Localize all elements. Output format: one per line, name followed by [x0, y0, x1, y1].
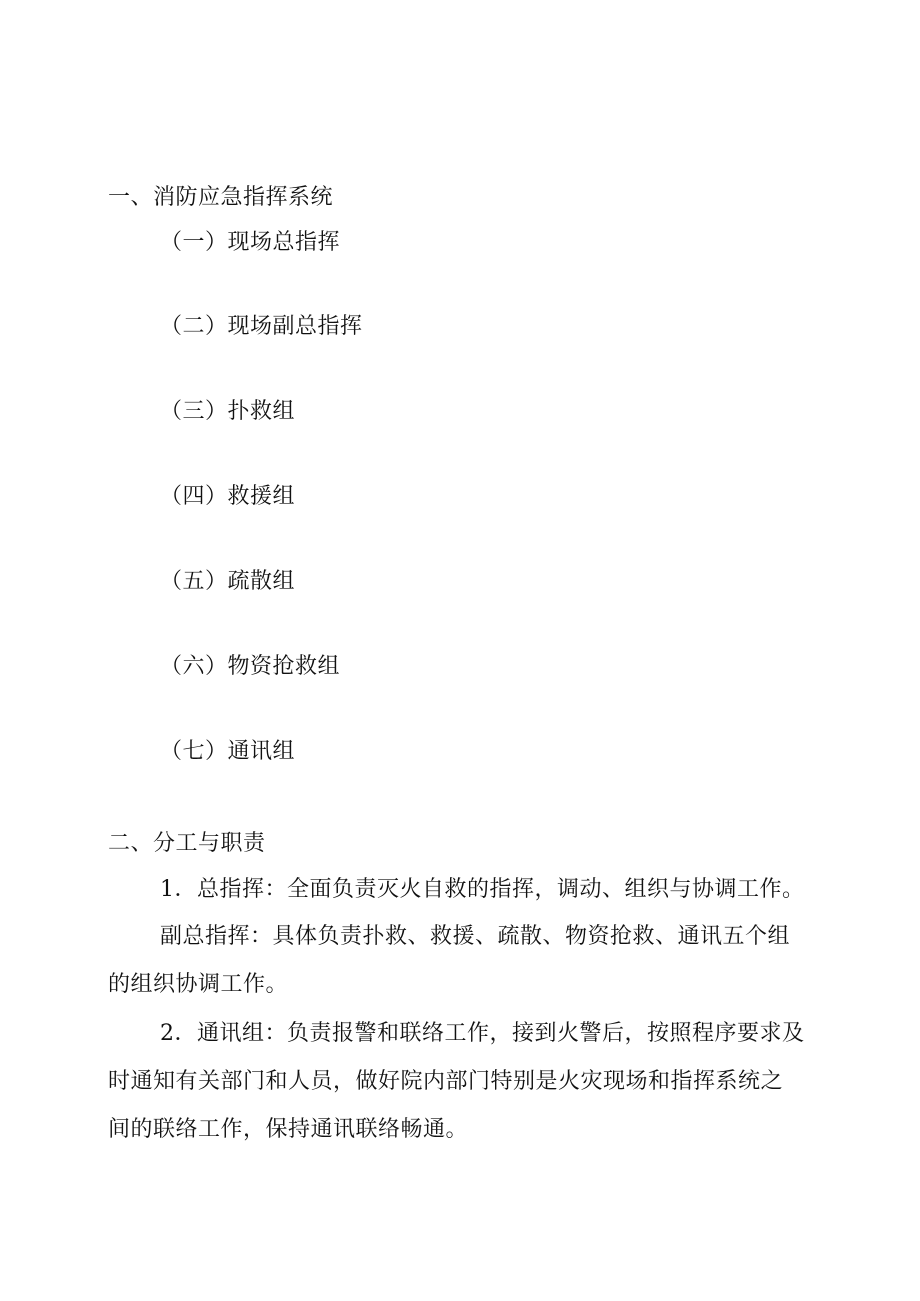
section-2-title: 二、分工与职责: [108, 831, 266, 856]
section-1-item-4: （四）救援组: [160, 484, 296, 509]
paragraph-communication-line-3: 间的联络工作，保持通讯联络畅通。: [108, 1117, 469, 1142]
section-1-item-6: （六）物资抢救组: [160, 654, 341, 679]
paragraph-communication-line-2: 时通知有关部门和人员，做好院内部门特别是火灾现场和指挥系统之: [108, 1069, 784, 1094]
paragraph-deputy-commander-line-1: 副总指挥：具体负责扑救、救援、疏散、物资抢救、通讯五个组: [160, 924, 791, 949]
paragraph-communication-line-1: 2．通讯组：负责报警和联络工作，接到火警后，按照程序要求及: [160, 1021, 805, 1046]
section-1-title: 一、消防应急指挥系统: [108, 185, 334, 210]
paragraph-general-commander: 1．总指挥：全面负责灭火自救的指挥，调动、组织与协调工作。: [160, 877, 805, 902]
paragraph-deputy-commander-line-2: 的组织协调工作。: [108, 972, 289, 997]
section-1-item-1: （一）现场总指挥: [160, 230, 341, 255]
section-1-item-7: （七）通讯组: [160, 739, 296, 764]
section-1-item-2: （二）现场副总指挥: [160, 314, 363, 339]
section-1-item-5: （五）疏散组: [160, 569, 296, 594]
section-1-item-3: （三）扑救组: [160, 399, 296, 424]
